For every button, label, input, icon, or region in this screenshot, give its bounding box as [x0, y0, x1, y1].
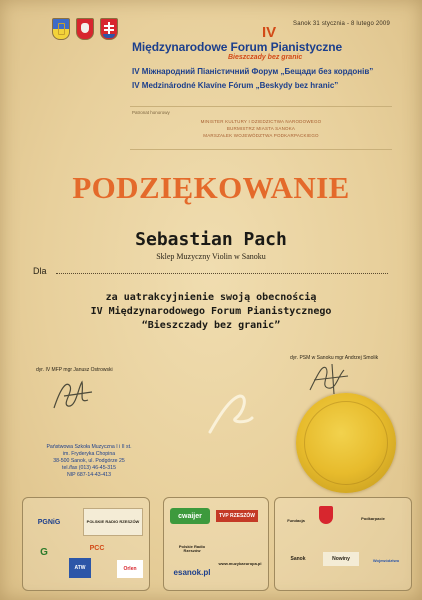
thanks-line: IV Międzynarodowego Forum Pianistycznego: [90, 306, 332, 317]
thanks-text: [0, 291, 422, 333]
sponsor-logo: [369, 550, 403, 572]
sponsor-logo: [83, 508, 143, 536]
poland-eagle-icon: [76, 18, 94, 40]
dotted-line: [56, 273, 388, 274]
sponsor-logo: [75, 542, 119, 554]
recipient-company: Sklep Muzyczny Violin w Sanoku: [156, 252, 266, 261]
sponsor-logo: [281, 510, 311, 532]
sponsor-logo: [283, 552, 313, 566]
forum-subtitle: Bieszczady bez granic: [228, 54, 303, 61]
school-stamp-line: tel./fax (013) 46-45-315: [62, 465, 116, 471]
sponsor-logo-text: PCC: [89, 544, 105, 552]
embossed-stamp-mark: [200, 388, 260, 438]
sponsor-logo: [69, 558, 91, 578]
thanks-line: “Bieszczady bez granic”: [141, 320, 281, 331]
event-date: Sanok 31 stycznia - 8 lutego 2009: [293, 21, 390, 27]
sponsor-logo-text: Fundacja: [287, 518, 305, 523]
sponsor-box-3: [274, 497, 412, 591]
forum-title-slovak: IV Medzinárodné Klavíne Fórum „Beskydy bez hranic”: [132, 81, 339, 90]
sponsor-logo-text: Sanok: [290, 555, 306, 562]
sponsor-logo: G: [40, 547, 48, 558]
recipient-name: Sebastian Pach: [135, 229, 287, 250]
sponsor-logo: [31, 508, 67, 536]
school-stamp-line: 38-500 Sanok, ul. Podgórze 25: [53, 458, 125, 464]
slovakia-cross-icon: [100, 18, 118, 40]
left-signatory-label: dyr. IV MFP mgr Janusz Ostrowski: [36, 367, 113, 373]
thanks-line: za uatrakcyjnienie swoją obecnością: [105, 292, 317, 303]
sponsor-logo-text: TVP RZESZÓW: [218, 512, 256, 519]
left-signature: [48, 370, 98, 418]
sponsor-logo-text: Podkarpacie: [361, 516, 385, 521]
sponsor-logo: [216, 558, 264, 570]
coat-of-arms-row: [52, 18, 118, 40]
forum-title: Międzynarodowe Forum Pianistyczne: [132, 40, 343, 54]
dla-label: Dla: [33, 266, 47, 276]
forum-title-ukrainian: IV Міжнародний Піаністичний Форум „Бещади без кордонів”: [132, 67, 374, 76]
sponsor-box-2: [163, 497, 269, 591]
sponsor-logo: [117, 560, 143, 578]
sponsor-logo: [323, 552, 359, 566]
school-stamp-line: Państwowa Szkoła Muzyczna I i II st.: [46, 444, 132, 450]
sponsor-logo-text: www.muzykaeuropa.pl: [218, 561, 262, 566]
patronage-line: MARSZAŁEK WOJEWÓDZTWA PODKARPACKIEGO: [203, 133, 319, 138]
sponsor-logo: [170, 508, 210, 524]
sponsor-logo: [170, 542, 214, 556]
sponsor-logo-text: Polskie Radio Rzeszów: [178, 544, 206, 553]
gold-seal: [296, 393, 396, 493]
certificate-heading: PODZIĘKOWANIE: [72, 170, 350, 205]
sponsor-logo-text: Orlen: [123, 565, 137, 572]
ukraine-coat-of-arms-icon: [52, 18, 70, 40]
sponsor-logo-text: esanok.pl: [173, 568, 211, 577]
forum-edition-number: IV: [262, 24, 277, 41]
patronage-label: Patronat honorowy: [132, 110, 170, 115]
sponsor-logo: [170, 566, 214, 580]
sponsor-logo-text: PGNiG: [37, 518, 61, 526]
sponsor-box-1: [22, 497, 150, 591]
sponsor-logo-text: ATW: [74, 564, 86, 571]
sponsor-logo-text: Województwo: [372, 558, 400, 563]
school-stamp: [34, 444, 144, 479]
school-stamp-line: im. Fryderyka Chopina: [62, 451, 116, 457]
honorary-patronage: [130, 106, 392, 150]
school-stamp-line: NIP 687-14-43-413: [66, 472, 112, 478]
sponsor-logo-text: POLSKIE RADIO RZESZÓW: [86, 519, 140, 524]
sponsor-logo-text: Nowiny: [332, 555, 350, 562]
patronage-line: MINISTER KULTURY I DZIEDZICTWA NARODOWEGO: [200, 119, 322, 124]
sanok-coat-of-arms-icon: [319, 506, 333, 524]
sponsor-logo: [216, 510, 258, 522]
sponsor-logo: [343, 508, 403, 530]
sponsor-logo-text: cwaijer: [178, 512, 202, 520]
right-signatory-label: dyr. PSM w Sanoku mgr Andrzej Smolik: [290, 355, 379, 361]
patronage-line: BURMISTRZ MIASTA SANOKA: [226, 126, 296, 131]
